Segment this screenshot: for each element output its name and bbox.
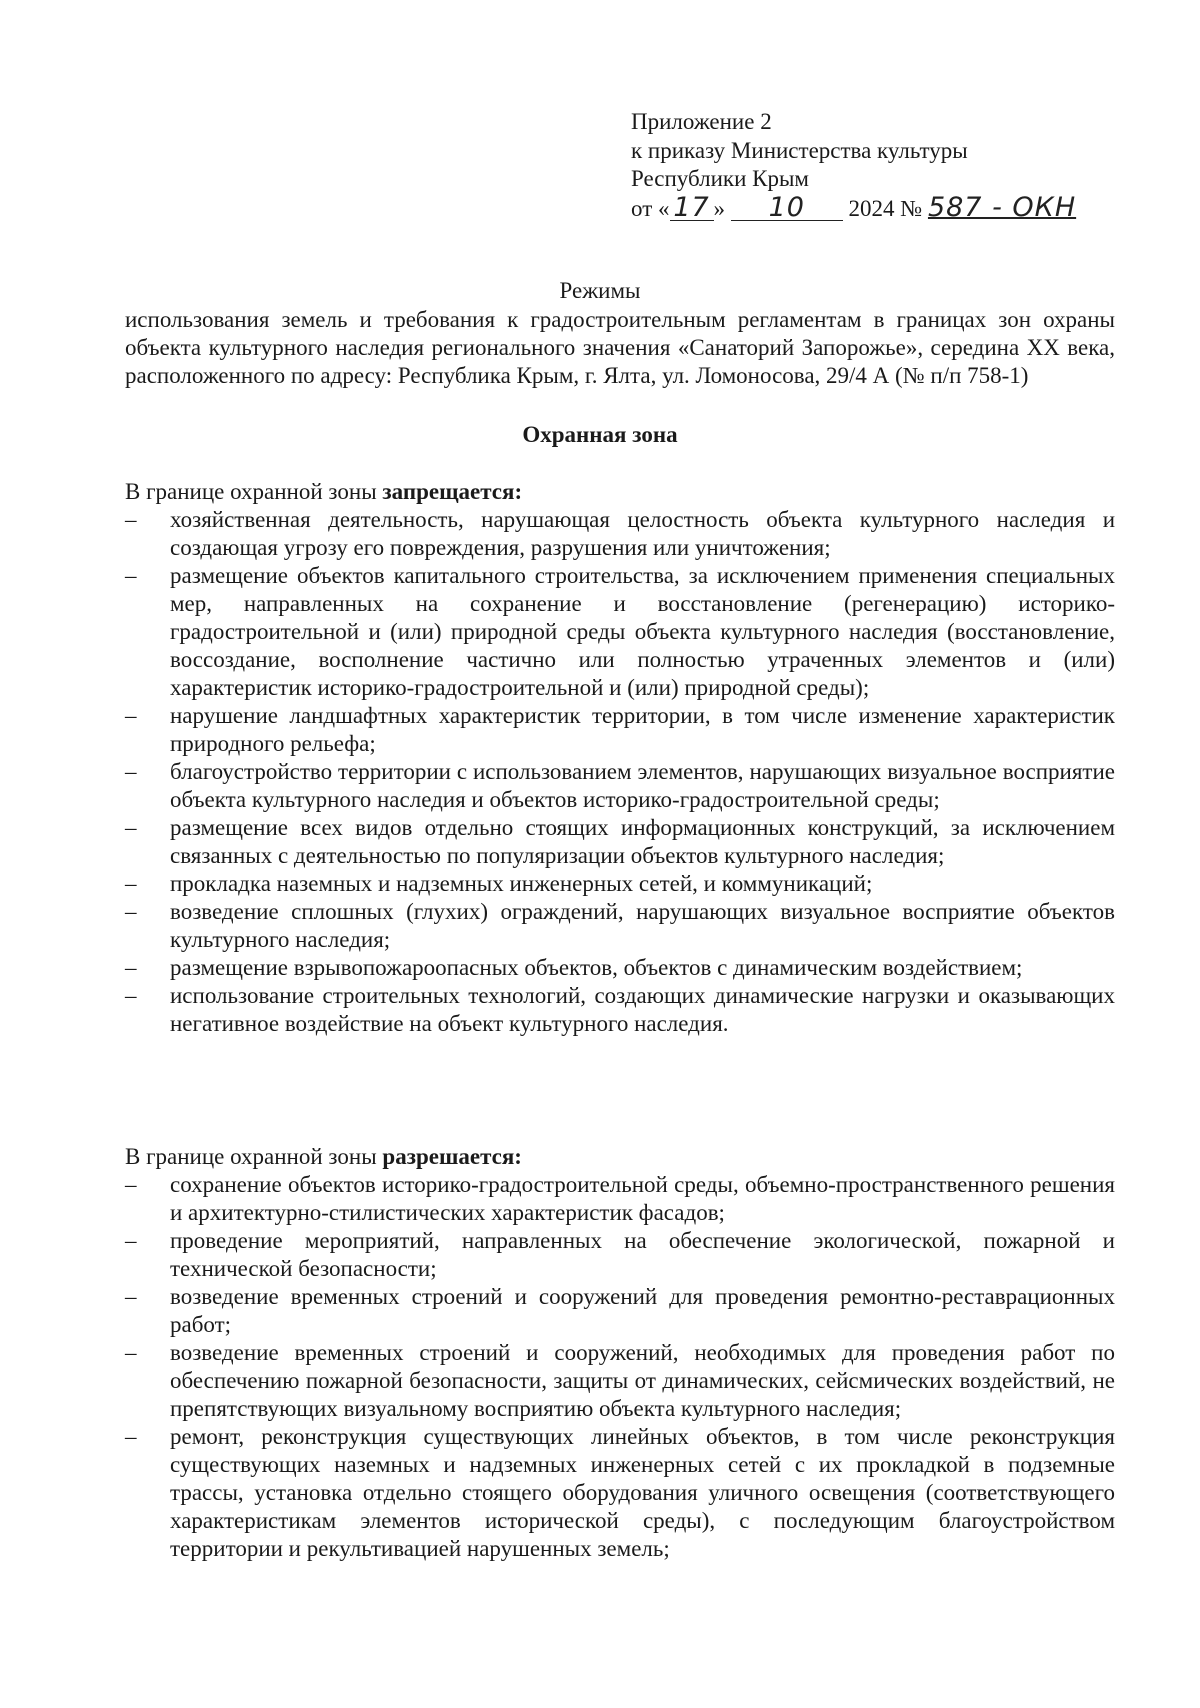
order-number: 587 - ОКН xyxy=(927,191,1077,223)
prohibited-item: – размещение всех видов отдельно стоящих информационных конструкций, за исключением связанных с деятельностью по популяризации объектов культурного наследия; xyxy=(125,814,1115,870)
prohibited-list xyxy=(125,506,1115,1038)
prohibited-intro-text: В границе охранной зоны xyxy=(125,479,383,504)
section-title: Охранная зона xyxy=(522,422,678,447)
prohibited-intro-bold: запрещается: xyxy=(382,479,523,504)
appendix-line-1: Приложение 2 xyxy=(631,109,772,134)
date-prefix: от « xyxy=(631,195,670,221)
permitted-item: – возведение временных строений и сооружений, необходимых для проведения работ по обеспечению пожарной безопасности, защиты от динамических, сейсмических воздействий, не препятствующих визуальному восприятию объекта культурного наследия; xyxy=(125,1339,1115,1423)
date-month: 10 xyxy=(768,191,805,223)
prohibited-item: – использование строительных технологий, создающих динамические нагрузки и оказывающих негативное воздействие на объект культурного наследия. xyxy=(125,982,1115,1038)
permitted-intro-bold: разрешается: xyxy=(382,1144,522,1169)
prohibited-item: – хозяйственная деятельность, нарушающая целостность объекта культурного наследия и создающая угрозу его повреждения, разрушения или уничтожения; xyxy=(125,506,1115,562)
prohibited-intro xyxy=(125,478,522,506)
date-mid: » xyxy=(713,195,725,221)
appendix-header xyxy=(631,108,1151,223)
date-year: 2024 № xyxy=(848,195,923,221)
permitted-item: – ремонт, реконструкция существующих линейных объектов, в том числе реконструкция существующих наземных и надземных инженерных сетей с их прокладкой в подземные трассы, установка отдельно стоящего оборудования уличного освещения (соответствующего характеристикам элементов исторической среды), с последующим благоустройством территории и рекультивацией нарушенных земель; xyxy=(125,1423,1115,1563)
date-day: 17 xyxy=(673,191,710,223)
prohibited-item: – размещение взрывопожароопасных объектов, объектов с динамическим воздействием; xyxy=(125,954,1115,982)
prohibited-item: – возведение сплошных (глухих) ограждений, нарушающих визуальное восприятие объектов культурного наследия; xyxy=(125,898,1115,954)
prohibited-item: – прокладка наземных и надземных инженерных сетей, и коммуникаций; xyxy=(125,870,1115,898)
prohibited-item: – благоустройство территории с использованием элементов, нарушающих визуальное восприятие объекта культурного наследия и объектов историко-градостроительной среды; xyxy=(125,758,1115,814)
date-day-field xyxy=(670,191,714,223)
date-month-field xyxy=(731,191,843,223)
prohibited-item: – нарушение ландшафтных характеристик территории, в том числе изменение характеристик природного рельефа; xyxy=(125,702,1115,758)
document-subtitle: использования земель и требования к градостроительным регламентам в границах зон охраны объекта культурного наследия регионального значения «Санаторий Запорожье», середина XX века, расположенного по адресу: Республика Крым, г. Ялта, ул. Ломоносова, 29/4 А (№ п/п 758-1) xyxy=(125,307,1115,388)
permitted-item: – сохранение объектов историко-градостроительной среды, объемно-пространственного решения и архитектурно-стилистических характеристик фасадов; xyxy=(125,1171,1115,1227)
permitted-list xyxy=(125,1171,1115,1563)
document-title: Режимы xyxy=(559,278,641,303)
permitted-item: – возведение временных строений и сооружений для проведения ремонтно-реставрационных работ; xyxy=(125,1283,1115,1339)
permitted-item: – проведение мероприятий, направленных на обеспечение экологической, пожарной и технической безопасности; xyxy=(125,1227,1115,1283)
permitted-intro-text: В границе охранной зоны xyxy=(125,1144,383,1169)
prohibited-item: – размещение объектов капитального строительства, за исключением применения специальных мер, направленных на сохранение и восстановление (регенерацию) историко-градостроительной и (или) природной среды объекта культурного наследия (восстановление, воссоздание, восполнение частично или полностью утраченных элементов и (или) характеристик историко-градостроительной и (или) природной среды); xyxy=(125,562,1115,702)
permitted-intro xyxy=(125,1143,522,1171)
appendix-line-3: Республики Крым xyxy=(631,166,809,191)
appendix-line-2: к приказу Министерства культуры xyxy=(631,137,968,163)
appendix-date-line xyxy=(631,191,1151,224)
